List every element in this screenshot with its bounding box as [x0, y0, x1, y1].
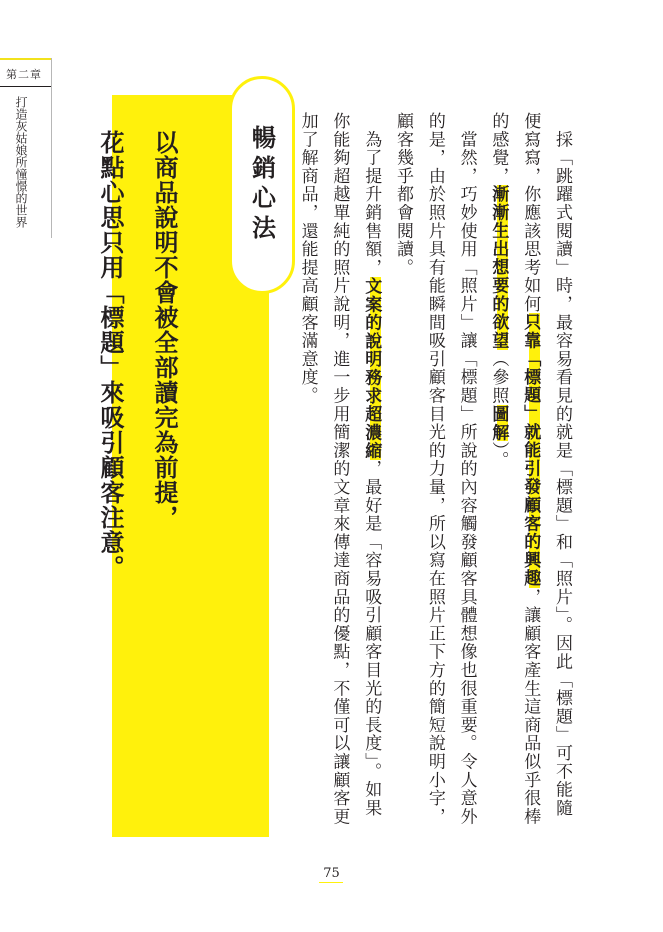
callout-badge: [229, 76, 295, 294]
page-number-underline: [319, 882, 343, 883]
highlighted-phrase: 只靠「標題」就能引發顧客的興趣: [520, 313, 541, 588]
text-run: （參照: [488, 349, 509, 405]
chapter-label: 第二章: [6, 68, 42, 81]
highlighted-phrase: 漸漸生出想要的欲望: [488, 185, 509, 350]
text-run: 採「跳躍式閱讀」時，最容易看見的就是「標題」和「照片」。因此「標題」可不能隨便寫寫，你應該思考如何: [520, 112, 572, 818]
text-run: ，最好是「容易吸引顧客目光的長度」。如果你能夠超越單純的照片說明，進一步用簡潔的文章來傳達商品的優點，不僅可以讓顧客更加了解商品，還能提高顧客滿意度。: [297, 112, 382, 826]
text-run: 為了提升銷售額，: [361, 130, 382, 277]
callout-badge-label: 暢銷心法: [247, 125, 276, 245]
paragraph: [291, 112, 386, 830]
chapter-tab-divider: [51, 58, 52, 238]
highlighted-phrase: 文案的說明務求超濃縮: [361, 276, 382, 460]
chapter-subtitle: 打造灰姑娘所憧憬的世界: [14, 96, 28, 228]
highlighted-phrase: 圖解: [488, 404, 509, 442]
callout-text: [83, 130, 191, 590]
body-text: [291, 112, 577, 830]
callout-line-1: 以商品說明不會被全部讀完為前提，: [150, 130, 178, 530]
text-run: ）。: [488, 441, 509, 470]
paragraph: [386, 112, 481, 830]
page-number: 75: [323, 866, 340, 881]
chapter-tab: [0, 60, 52, 87]
text-run: ，讓顧客產生這商品似乎很棒的感覺，: [488, 112, 541, 826]
callout-line-2: 花點心思只用「標題」來吸引顧客注意。: [96, 130, 124, 580]
paragraph: [482, 112, 577, 830]
text-run: 當然，巧妙使用「照片」讓「標題」所說的內容觸發顧客具體想像也很重要。令人意外的是，由於照片具有能瞬間吸引顧客目光的力量，所以寫在照片正下方的簡短說明小字，顧客幾乎都會閱讀。: [393, 112, 477, 826]
